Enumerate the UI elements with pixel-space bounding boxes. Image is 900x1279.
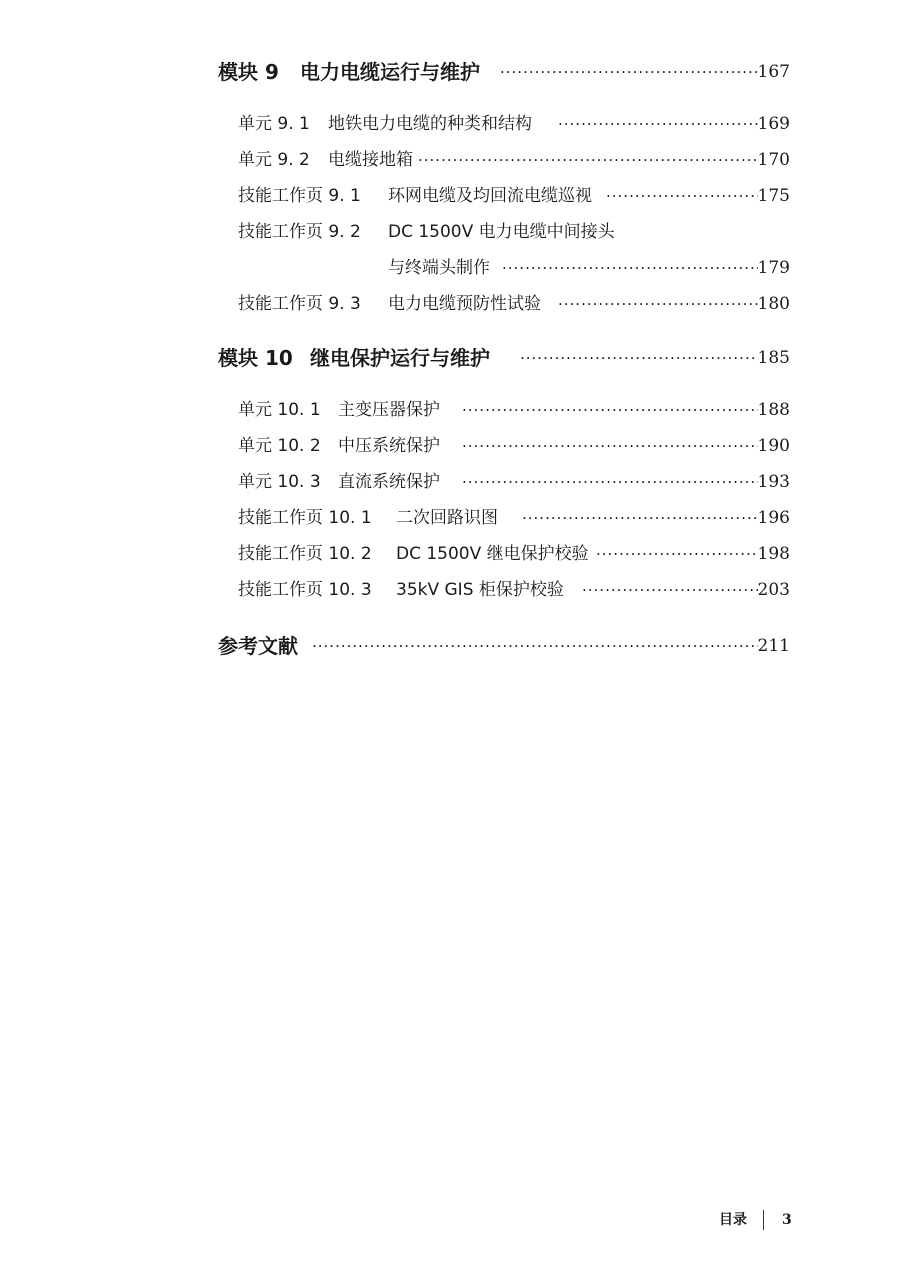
unit-title: 35kV GIS 柜保护校验 — [396, 580, 564, 600]
module-label: 模块 10 — [218, 346, 293, 370]
dot-leader — [558, 108, 758, 140]
unit-label: 单元 9. 2 — [238, 150, 310, 170]
module-label: 模块 9 — [218, 60, 279, 84]
unit-title: DC 1500V 继电保护校验 — [396, 544, 589, 564]
footer-label: 目录 — [719, 1212, 747, 1228]
dot-leader — [462, 394, 758, 426]
toc-skill-10-3[interactable] — [0, 574, 900, 606]
module-title: 参考文献 — [218, 634, 298, 658]
page-number: 167 — [757, 62, 790, 82]
toc-unit-9-2[interactable] — [0, 144, 900, 176]
toc-unit-10-1[interactable] — [0, 394, 900, 426]
unit-label: 技能工作页 9. 1 — [238, 186, 361, 206]
unit-label: 技能工作页 10. 1 — [238, 508, 372, 528]
unit-title: 直流系统保护 — [338, 472, 440, 492]
page-number: 180 — [757, 294, 790, 314]
toc-module-10[interactable] — [0, 342, 900, 374]
toc-skill-9-1[interactable] — [0, 180, 900, 212]
toc-module-9[interactable] — [0, 56, 900, 88]
unit-title: 二次回路识图 — [396, 508, 498, 528]
module-title: 继电保护运行与维护 — [310, 346, 490, 370]
unit-label: 技能工作页 9. 3 — [238, 294, 361, 314]
toc-unit-10-3[interactable] — [0, 466, 900, 498]
dot-leader — [418, 144, 758, 176]
unit-label: 单元 10. 2 — [238, 436, 321, 456]
unit-title: DC 1500V 电力电缆中间接头 — [388, 222, 615, 242]
page-number: 196 — [757, 508, 790, 528]
unit-title: 电缆接地箱 — [328, 150, 413, 170]
dot-leader — [606, 180, 758, 212]
footer-divider — [763, 1210, 764, 1230]
dot-leader — [462, 430, 758, 462]
page-number: 169 — [757, 114, 790, 134]
dot-leader — [502, 252, 758, 284]
unit-label: 单元 9. 1 — [238, 114, 310, 134]
toc-skill-10-2[interactable] — [0, 538, 900, 570]
dot-leader — [558, 288, 758, 320]
page-number: 198 — [757, 544, 790, 564]
module-title: 电力电缆运行与维护 — [300, 60, 480, 84]
toc-skill-9-3[interactable] — [0, 288, 900, 320]
page-number: 188 — [757, 400, 790, 420]
unit-title: 地铁电力电缆的种类和结构 — [328, 114, 532, 134]
unit-label: 技能工作页 9. 2 — [238, 222, 361, 242]
toc-references[interactable] — [0, 630, 900, 662]
unit-title: 中压系统保护 — [338, 436, 440, 456]
dot-leader — [312, 630, 758, 662]
dot-leader — [462, 466, 758, 498]
unit-label: 技能工作页 10. 2 — [238, 544, 372, 564]
unit-title: 电力电缆预防性试验 — [388, 294, 541, 314]
page-number: 170 — [757, 150, 790, 170]
dot-leader — [520, 342, 758, 374]
toc-unit-9-1[interactable] — [0, 108, 900, 140]
page-number: 179 — [757, 258, 790, 278]
unit-label: 技能工作页 10. 3 — [238, 580, 372, 600]
dot-leader — [582, 574, 758, 606]
footer-page-number: 3 — [782, 1212, 792, 1228]
toc-skill-9-2-continued[interactable] — [0, 252, 900, 284]
page-number: 185 — [757, 348, 790, 368]
unit-title: 环网电缆及均回流电缆巡视 — [388, 186, 592, 206]
toc-skill-9-2[interactable] — [0, 216, 900, 248]
toc-skill-10-1[interactable] — [0, 502, 900, 534]
page-number: 211 — [757, 636, 790, 656]
toc-unit-10-2[interactable] — [0, 430, 900, 462]
unit-title: 主变压器保护 — [338, 400, 440, 420]
page-number: 203 — [757, 580, 790, 600]
page-footer — [0, 1206, 900, 1234]
dot-leader — [596, 538, 758, 570]
dot-leader — [522, 502, 758, 534]
dot-leader — [500, 56, 758, 88]
page-number: 175 — [757, 186, 790, 206]
page-number: 190 — [757, 436, 790, 456]
unit-title-continued: 与终端头制作 — [388, 258, 490, 278]
page-number: 193 — [757, 472, 790, 492]
unit-label: 单元 10. 1 — [238, 400, 321, 420]
unit-label: 单元 10. 3 — [238, 472, 321, 492]
